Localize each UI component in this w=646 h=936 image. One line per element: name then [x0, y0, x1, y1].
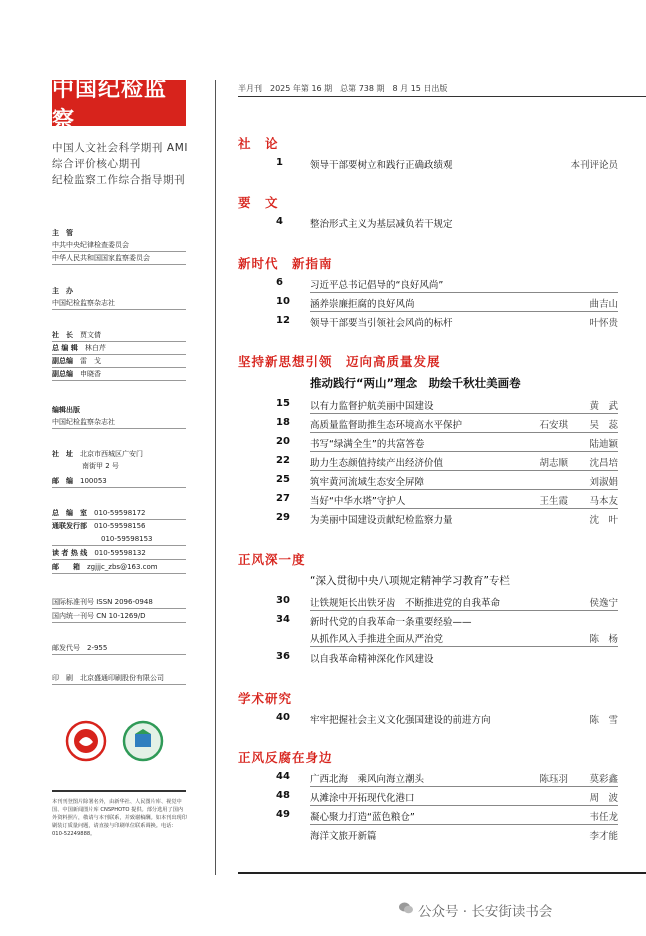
article-title: 新时代党的自我革命一条重要经验—— [310, 617, 472, 628]
contact-value: 010-59598172 [94, 509, 146, 517]
page-number: 30 [276, 595, 290, 606]
article-title: 让铁规矩长出铁牙齿 不断推进党的自我革命 [310, 598, 501, 609]
section-title-nearby: 正风反腐在身边 [238, 750, 333, 765]
author: 陈 杨 [589, 634, 618, 645]
section-title-new-era: 新时代 新指南 [238, 256, 333, 271]
author: 石安琪 [539, 420, 568, 431]
author: 沈 叶 [589, 515, 618, 526]
address-line: 北京市西城区广安门 [80, 450, 143, 458]
toc-entry-continued[interactable] [238, 631, 618, 645]
page-number: 1 [276, 157, 283, 168]
article-title: 筑牢黄河流域生态安全屏障 [310, 477, 425, 488]
section-title-deep-dive: 正风深一度 [238, 552, 306, 567]
author: 黄 武 [589, 401, 618, 412]
toc-entry[interactable] [238, 315, 618, 329]
article-title: 领导干部要树立和践行正确政绩观 [310, 160, 453, 171]
section-title-key-docs: 要 文 [238, 195, 279, 210]
host: 中国纪检监察杂志社 [52, 299, 115, 307]
article-title: 广西北海 乘风向海立潮头 [310, 774, 425, 785]
wechat-icon [398, 900, 414, 916]
article-title: 高质量监督助推生态环境高水平保护 [310, 420, 463, 431]
toc-entry[interactable] [238, 828, 618, 842]
page-number: 44 [276, 771, 290, 782]
staff-name: 贾文倩 [80, 331, 101, 339]
page-number: 6 [276, 277, 283, 288]
toc-entry[interactable] [238, 614, 618, 628]
article-title: 牢牢把握社会主义文化强国建设的前进方向 [310, 715, 491, 726]
publisher: 中国纪检监察杂志社 [52, 418, 115, 426]
zip-code: 100053 [80, 477, 107, 485]
toc-entry[interactable] [238, 595, 618, 609]
toc-entry[interactable] [238, 493, 618, 507]
article-title: 以有力监督护航美丽中国建设 [310, 401, 434, 412]
section-subtitle: “深入贯彻中央八项规定精神学习教育”专栏 [310, 575, 510, 587]
issue-line: 半月刊 2025 年第 16 期 总第 738 期 8 月 15 日出版 [238, 84, 448, 93]
toc-entry[interactable] [238, 790, 618, 804]
staff-role: 副总编 [52, 357, 73, 365]
zip-label: 邮 编 [52, 477, 73, 485]
page-number: 29 [276, 512, 290, 523]
author: 叶怀贵 [589, 318, 618, 329]
toc-entry[interactable] [238, 157, 618, 171]
contact-label: 邮 箱 [52, 563, 80, 571]
toc-entry[interactable] [238, 436, 618, 450]
cn-number: 国内统一刊号 CN 10-1269/D [52, 612, 146, 620]
contact-value: 010-59598132 [94, 549, 146, 557]
column-divider [215, 80, 216, 875]
host-label: 主 办 [52, 287, 73, 295]
section-title-new-thought: 坚持新思想引领 迈向高质量发展 [238, 354, 441, 369]
author: 莫彩鑫 [589, 774, 618, 785]
page-number: 22 [276, 455, 290, 466]
staff-name: 申晓香 [80, 370, 101, 378]
sponsor-2: 中华人民共和国国家监察委员会 [52, 254, 150, 262]
toc-entry[interactable] [238, 771, 618, 785]
page-number: 40 [276, 712, 290, 723]
page-number: 48 [276, 790, 290, 801]
author: 吴 蕊 [589, 420, 618, 431]
issn: 国际标准刊号 ISSN 2096-0948 [52, 598, 153, 606]
toc-entry[interactable] [238, 651, 618, 665]
contact-label: 总 编 室 [52, 509, 87, 517]
section-title-editorial: 社 论 [238, 136, 279, 151]
toc-entry[interactable] [238, 216, 618, 230]
author: 陆迪颖 [589, 439, 618, 450]
article-title: 从滩涂中开拓现代化港口 [310, 793, 415, 804]
contact-label: 读 者 热 线 [52, 549, 88, 557]
author: 陈 雪 [589, 715, 618, 726]
page-number: 34 [276, 614, 290, 625]
toc-entry[interactable] [238, 455, 618, 469]
article-title-line2: 从抓作风入手推进全面从严治党 [310, 634, 444, 645]
staff-name: 林白芹 [84, 344, 106, 352]
journal-desc-2: 综合评价核心期刊 [52, 158, 141, 170]
contact-label: 通联发行部 [52, 522, 87, 530]
toc-entry[interactable] [238, 512, 618, 526]
author: 曲吉山 [589, 299, 618, 310]
author: 沈昌培 [589, 458, 618, 469]
article-title: 当好“中华水塔”守护人 [310, 496, 406, 507]
author: 侯逸宁 [589, 598, 618, 609]
toc-entry[interactable] [238, 474, 618, 488]
article-title: 书写“绿满全生”的共富答卷 [310, 439, 425, 450]
article-title: 助力生态颜值持续产出经济价值 [310, 458, 444, 469]
author: 陈珏羽 [539, 774, 568, 785]
page-number: 27 [276, 493, 290, 504]
page-number: 36 [276, 651, 290, 662]
staff-role: 总 编 辑 [52, 344, 78, 352]
section-title-research: 学术研究 [238, 691, 293, 706]
toc-entry[interactable] [238, 417, 618, 431]
award-seal-icon [122, 720, 164, 762]
sponsor-label: 主 管 [52, 229, 73, 237]
toc-entry[interactable] [238, 712, 618, 726]
article-title: 以自我革命精神深化作风建设 [310, 654, 434, 665]
copyright-notice: 本刊刊登图片除署名外，由新华社、人民图片库、视觉中国、中国新闻图片库 CNSPHOTO 提供。部分选用了国内外资料照片，敬请与本刊联系，并致谢稿酬。如本刊出现印刷装订质量问题，请直接与印刷单位联系调换。电话：010-52249888。 [52, 799, 187, 837]
watermark: 公众号 · 长安街读书会 [418, 904, 553, 920]
contact-value: 010-59598156 [94, 522, 146, 530]
page-number: 15 [276, 398, 290, 409]
journal-logo: 中国纪检监察 [52, 80, 186, 126]
email-value: zgjjjc_zbs@163.com [87, 563, 158, 571]
address-line: 南街甲 2 号 [82, 462, 119, 470]
toc-entry[interactable] [238, 398, 618, 412]
page-number: 25 [276, 474, 290, 485]
sponsor-1: 中共中央纪律检查委员会 [52, 241, 129, 249]
staff-role: 社 长 [52, 331, 73, 339]
page-number: 20 [276, 436, 290, 447]
article-title: 领导干部要当引领社会风尚的标杆 [310, 318, 453, 329]
author: 马本友 [589, 496, 618, 507]
journal-desc-3: 纪检监察工作综合指导期刊 [52, 174, 186, 186]
contact-value: 010-59598153 [101, 535, 153, 543]
author: 胡志顺 [539, 458, 568, 469]
author: 王生霞 [539, 496, 568, 507]
author: 韦任龙 [589, 812, 618, 823]
toc-entry[interactable] [238, 809, 618, 823]
article-title: 海洋文旅开新篇 [310, 831, 377, 842]
address-label: 社 址 [52, 450, 73, 458]
staff-name: 雷 戈 [80, 357, 101, 365]
page-number: 49 [276, 809, 290, 820]
article-title: 整治形式主义为基层减负若干规定 [310, 219, 453, 230]
author: 周 波 [589, 793, 618, 804]
postal-code: 邮发代号 2-955 [52, 644, 108, 652]
article-title: 为美丽中国建设贡献纪检监察力量 [310, 515, 453, 526]
journal-desc-1: 中国人文社会科学期刊 AMI [52, 142, 189, 154]
article-title: 涵养崇廉拒腐的良好风尚 [310, 299, 415, 310]
toc-entry[interactable] [238, 296, 618, 310]
toc-entry[interactable] [238, 277, 618, 291]
author: 李才能 [589, 831, 618, 842]
author: 本刊评论员 [570, 160, 618, 171]
article-title: 习近平总书记倡导的“良好风尚” [310, 280, 444, 291]
printer: 印 刷 北京盛通印刷股份有限公司 [52, 674, 164, 682]
publisher-label: 编辑出版 [52, 406, 80, 414]
author: 刘淑娟 [589, 477, 618, 488]
page-number: 12 [276, 315, 290, 326]
staff-role: 副总编 [52, 370, 73, 378]
section-subtitle: 推动践行“两山”理念 助绘千秋壮美画卷 [310, 376, 521, 390]
page-number: 18 [276, 417, 290, 428]
page-number: 10 [276, 296, 290, 307]
article-title: 凝心聚力打造“蓝色粮仓” [310, 812, 415, 823]
journal-seal-icon [65, 720, 107, 762]
page-number: 4 [276, 216, 283, 227]
